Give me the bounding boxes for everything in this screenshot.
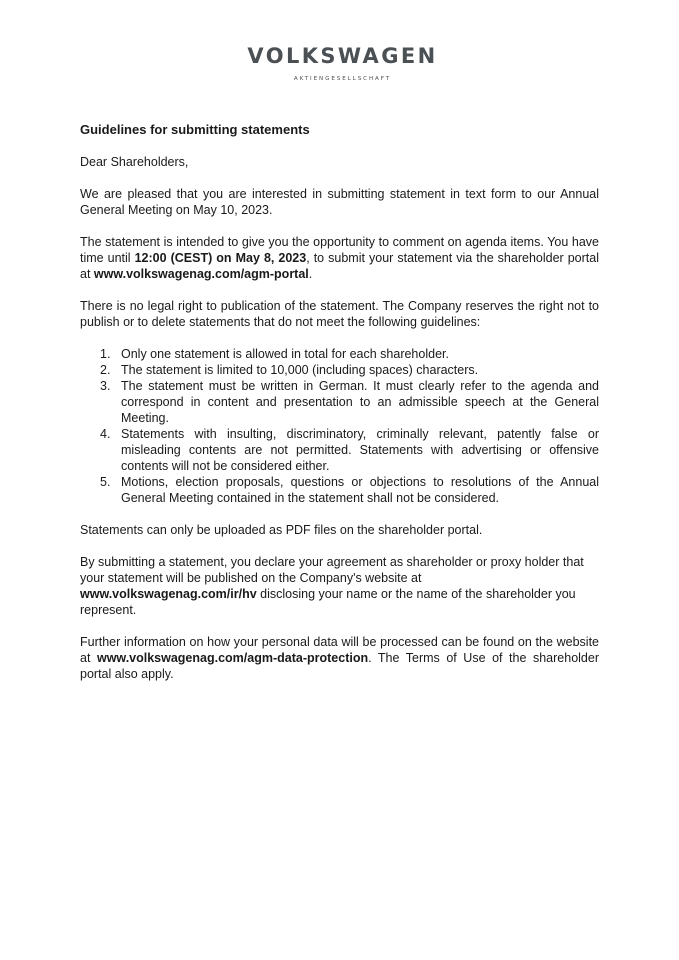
portal-link[interactable]: www.volkswagenag.com/agm-portal: [93, 267, 309, 281]
list-item-number: 3.: [100, 379, 111, 393]
ir-hv-link[interactable]: www.volkswagenag.com/ir/hv: [80, 587, 257, 601]
list-item-text: The statement is limited to 10,000 (including spaces) characters.: [121, 363, 479, 377]
list-item-number: 1.: [100, 347, 111, 361]
deadline-text-before: The statement is intended to give you the opportunity to comment on agenda items. You have time until: [80, 235, 599, 265]
list-item-text: Statements with insulting, discriminatory, criminally relevant, patently false or misleading contents are not permitted. Statements with advertising or offensive contents will not be considered either.: [121, 427, 599, 473]
list-item-number: 4.: [100, 427, 111, 441]
logo-subtitle: AKTIENGESELLSCHAFT: [293, 76, 392, 82]
deadline-date: 12:00 (CEST) on May 8, 2023: [134, 251, 307, 265]
data-protection-link[interactable]: www.volkswagenag.com/agm-data-protection: [96, 651, 369, 665]
list-item-number: 5.: [100, 475, 111, 489]
publish-text-before: By submitting a statement, you declare your agreement as shareholder or proxy holder that your statement will be published on the Company's website at: [80, 555, 584, 585]
deadline-text-middle: , to submit your statement via the shareholder portal at: [80, 251, 599, 281]
volkswagen-logo: [0, 44, 679, 82]
publish-paragraph: [80, 554, 599, 618]
list-item-text: Only one statement is allowed in total for each shareholder.: [121, 347, 449, 361]
list-item: [80, 426, 599, 474]
pdf-paragraph: Statements can only be uploaded as PDF files on the shareholder portal.: [80, 523, 483, 537]
list-item-text: Motions, election proposals, questions or objections to resolutions of the Annual General Meeting contained in the statement shall not be considered.: [121, 475, 599, 505]
legal-paragraph: There is no legal right to publication of the statement. The Company reserves the right not to publish or to delete statements that do not meet the following guidelines:: [80, 299, 599, 329]
privacy-paragraph: [80, 634, 599, 682]
privacy-text-before: Further information on how your personal data will be processed can be found on the website at: [80, 635, 599, 665]
list-item-text: The statement must be written in German. It must clearly refer to the agenda and correspond in content and presentation to an admissible speech at the General Meeting.: [121, 379, 599, 425]
list-item-number: 2.: [100, 363, 111, 377]
list-item: [80, 362, 599, 378]
publish-text-after: disclosing your name or the name of the shareholder you represent.: [80, 587, 576, 617]
logo-wordmark: VOLKSWAGEN: [247, 44, 438, 68]
list-item: [80, 474, 599, 506]
intro-paragraph: We are pleased that you are interested in submitting statement in text form to our Annual General Meeting on May 10, 2023.: [80, 187, 599, 217]
deadline-paragraph: [80, 234, 599, 282]
salutation: Dear Shareholders,: [80, 155, 189, 169]
document-title: Guidelines for submitting statements: [80, 122, 310, 137]
document-body: [80, 122, 599, 698]
guidelines-list: [80, 346, 599, 506]
privacy-text-after: . The Terms of Use of the shareholder portal also apply.: [80, 651, 599, 681]
list-item: [80, 346, 599, 362]
list-item: [80, 378, 599, 426]
deadline-text-after: .: [308, 267, 313, 281]
